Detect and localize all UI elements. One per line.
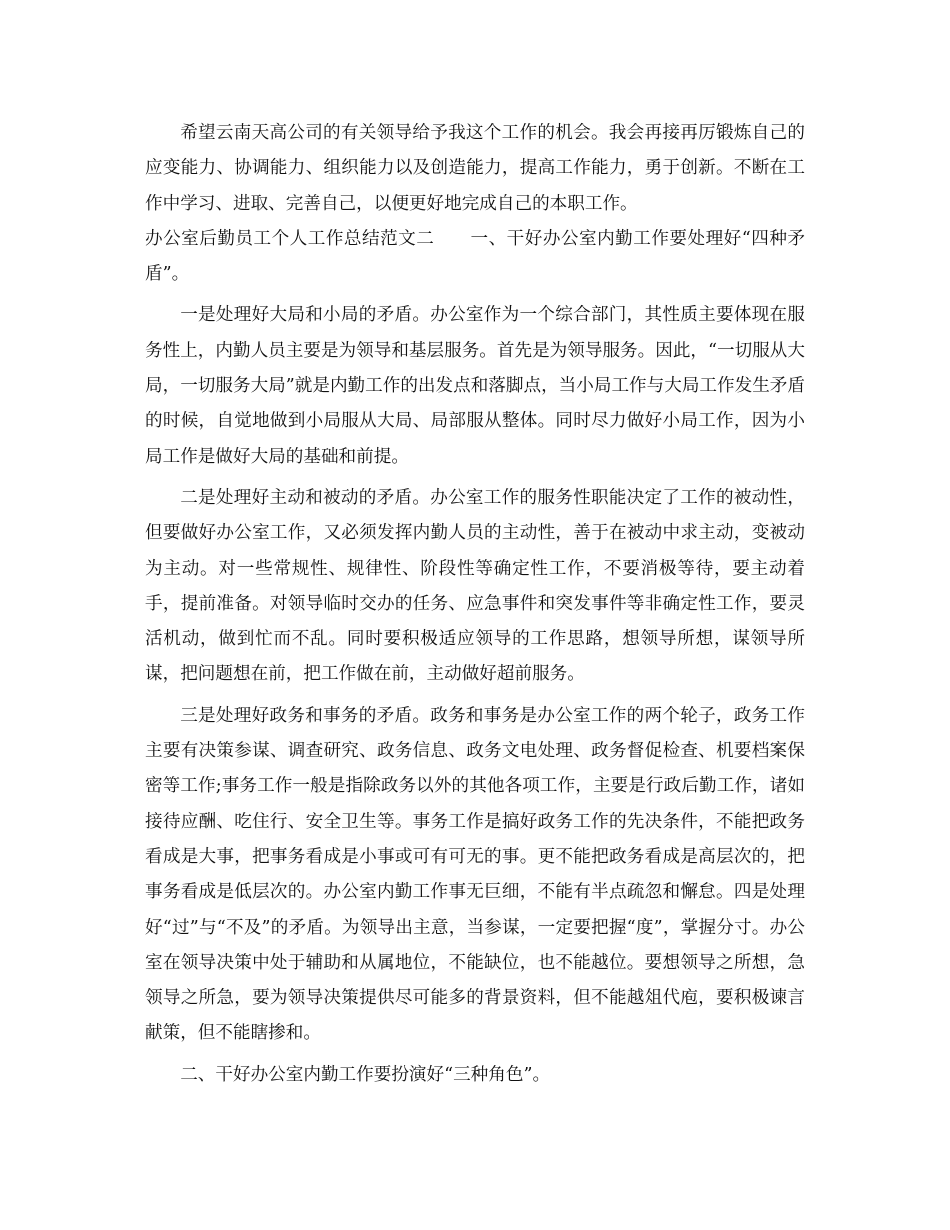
paragraph-job-opportunity: 希望云南天高公司的有关领导给予我这个工作的机会。我会再接再厉锻炼自己的应变能力、协调能力、组织能力以及创造能力，提高工作能力，勇于创新。不断在工作中学习、进取、完善自己，以便更好地完成自己的本职工作。	[145, 123, 805, 214]
paragraph-three-roles-heading: 二、干好办公室内勤工作要扮演好“三种角色”。	[180, 1064, 551, 1085]
paragraph-section-heading: 办公室后勤员工个人工作总结范文二 一、干好办公室内勤工作要处理好“四种矛盾”。	[145, 228, 805, 285]
document-body	[145, 116, 805, 1093]
paragraph-government-affairs: 三是处理好政务和事务的矛盾。政务和事务是办公室工作的两个轮子，政务工作主要有决策参谋、调查研究、政务信息、政务文电处理、政务督促检查、机要档案保密等工作;事务工作一般是指除政务以外的其他各项工作，主要是行政后勤工作，诸如接待应酬、吃住行、安全卫生等。事务工作是搞好政务工作的先决条件，不能把政务看成是大事，把事务看成是小事或可有可无的事。更不能把政务看成是高层次的，把事务看成是低层次的。办公室内勤工作事无巨细，不能有半点疏忽和懈怠。四是处理好“过”与“不及”的矛盾。为领导出主意，当参谋，一定要把握“度”，掌握分寸。办公室在领导决策中处于辅助和从属地位，不能缺位，也不能越位。要想领导之所想，急领导之所急，要为领导决策提供尽可能多的背景资料，但不能越俎代庖，要积极谏言献策，但不能瞎掺和。	[145, 705, 805, 1044]
paragraph-active-passive: 二是处理好主动和被动的矛盾。办公室工作的服务性职能决定了工作的被动性，但要做好办公室工作，又必须发挥内勤人员的主动性，善于在被动中求主动，变被动为主动。对一些常规性、规律性、阶段性等确定性工作，不要消极等待，要主动着手，提前准备。对领导临时交办的任务、应急事件和突发事件等非确定性工作，要灵活机动，做到忙而不乱。同时要积极适应领导的工作思路，想领导所想，谋领导所谋，把问题想在前，把工作做在前，主动做好超前服务。	[145, 487, 805, 685]
paragraph-big-small-picture: 一是处理好大局和小局的矛盾。办公室作为一个综合部门，其性质主要体现在服务性上，内勤人员主要是为领导和基层服务。首先是为领导服务。因此，“一切服从大局，一切服务大局”就是内勤工作的出发点和落脚点，当小局工作与大局工作发生矛盾的时候，自觉地做到小局服从大局、局部服从整体。同时尽力做好小局工作，因为小局工作是做好大局的基础和前提。	[145, 305, 805, 467]
